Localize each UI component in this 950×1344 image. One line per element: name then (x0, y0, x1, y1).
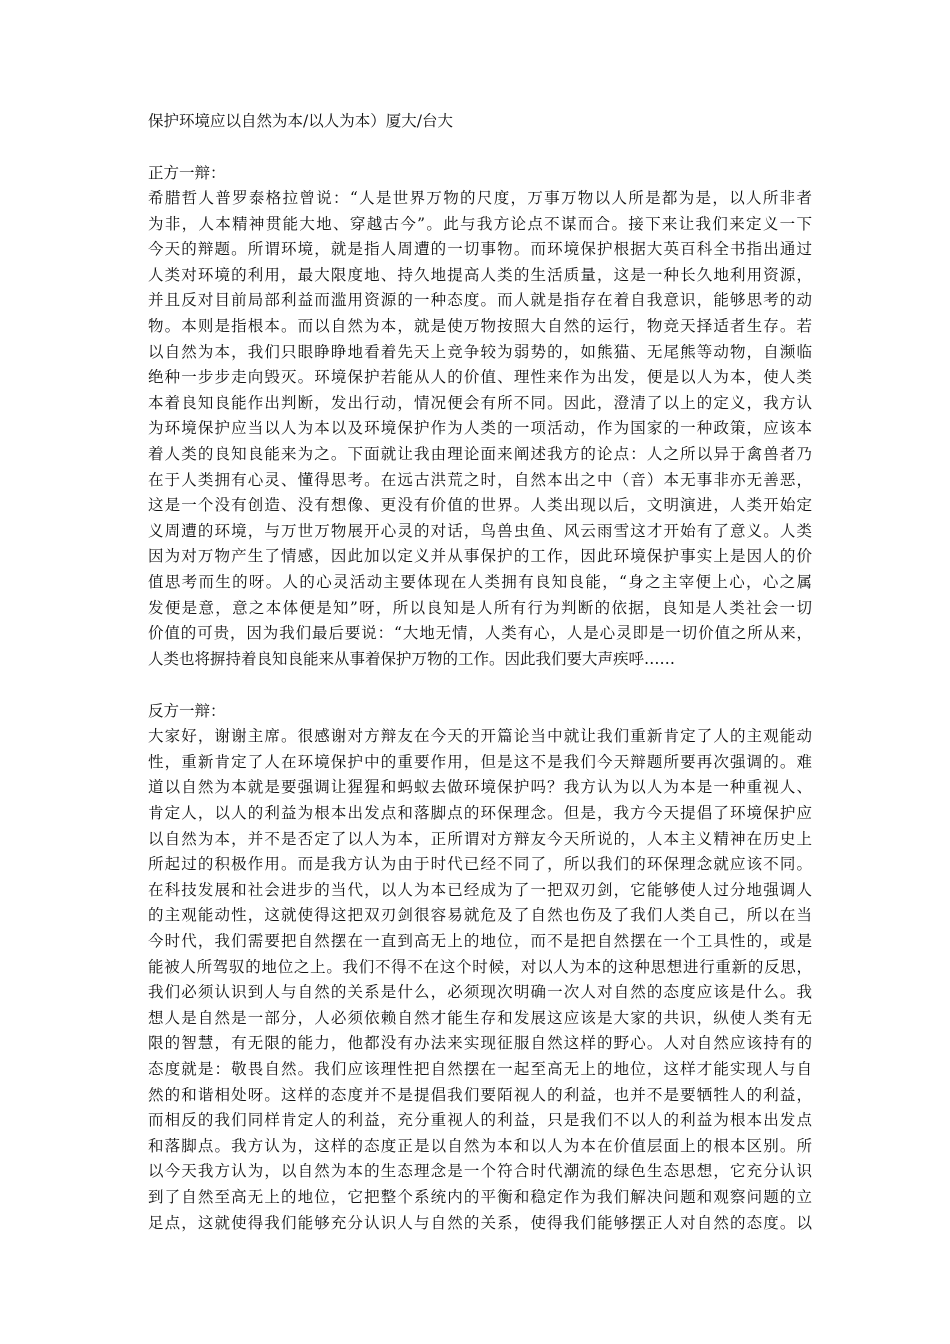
text-line: 以今天我方认为，以自然为本的生态理念是一个符合时代潮流的绿色生态思想，它充分认识 (148, 1162, 812, 1181)
text-line: 为环境保护应当以人为本以及环境保护作为人类的一项活动，作为国家的一种政策，应该本 (148, 419, 812, 438)
text-line: 然的和谐相处呀。这样的态度并不是提倡我们要陌视人的利益，也并不是要牺牲人的利益， (148, 1085, 812, 1104)
speaker-label: 正方一辩： (148, 164, 226, 182)
text-line: 着人类的良知良能来为之。下面就让我由理论面来阐述我方的论点：人之所以异于禽兽者乃 (148, 444, 812, 463)
speaker-label: 反方一辩： (148, 702, 226, 721)
document-page (148, 108, 812, 1262)
text-line: 希腊哲人普罗泰格拉曾说：“人是世界万物的尺度，万事万物以人所是都为是，以人所非者 (148, 189, 812, 207)
text-line: 所起过的积极作用。而是我方认为由于时代已经不同了，所以我们的环保理念就应该不同。 (148, 855, 812, 874)
text-line: 人类也将摒持着良知良能来从事着保护万物的工作。因此我们要大声疾呼…… (148, 649, 676, 668)
text-line: 义周遭的环境，与万世万物展开心灵的对话，鸟兽虫鱼、风云雨雪这才开始有了意义。人类 (148, 521, 812, 540)
text-line: 的主观能动性，这就使得这把双刃剑很容易就危及了自然也伤及了我们人类自己，所以在当 (148, 906, 812, 925)
text-line: 大家好，谢谢主席。很感谢对方辩友在今天的开篇论当中就让我们重新肯定了人的主观能动 (148, 727, 812, 746)
text-line: 限的智慧，有无限的能力，他都没有办法来实现征服自然这样的野心。人对自然应该持有的 (148, 1034, 812, 1053)
text-line: 人类对环境的利用，最大限度地、持久地提高人类的生活质量，这是一种长久地利用资源， (148, 265, 812, 284)
text-line: 并且反对目前局部利益而滥用资源的一种态度。而人就是指存在着自我意识，能够思考的动 (148, 291, 812, 310)
text-line: 为非，人本精神贯能大地、穿越古今”。此与我方论点不谋而合。接下来让我们来定义一下 (148, 214, 812, 233)
text-line: 道以自然为本就是要强调让猩猩和蚂蚁去做环境保护吗？我方认为以人为本是一种重视人、 (148, 778, 812, 797)
text-line: 因为对万物产生了情感，因此加以定义并从事保护的工作，因此环境保护事实上是因人的价 (148, 547, 812, 566)
text-line: 以自然为本，并不是否定了以人为本，正所谓对方辩友今天所说的，人本主义精神在历史上 (148, 829, 812, 848)
text-line: 想人是自然是一部分，人必须依赖自然才能生存和发展这应该是大家的共识，纵使人类有无 (148, 1008, 812, 1027)
text-line: 今天的辩题。所谓环境，就是指人周遭的一切事物。而环境保护根据大英百科全书指出通过 (148, 240, 812, 259)
section-affirmative-first-debater (148, 160, 812, 672)
text-line: 发便是意，意之本体便是知”呀，所以良知是人所有行为判断的依据，良知是人类社会一切 (148, 598, 812, 617)
text-line: 足点，这就使得我们能够充分认识人与自然的关系，使得我们能够摆正人对自然的态度。以 (148, 1213, 812, 1232)
text-line: 和落脚点。我方认为，这样的态度正是以自然为本和以人为本在价值层面上的根本区别。所 (148, 1136, 812, 1155)
text-line: 肯定人，以人的利益为根本出发点和落脚点的环保理念。但是，我方今天提倡了环境保护应 (148, 804, 812, 823)
speech-paragraph (148, 724, 812, 1236)
text-line: 值思考而生的呀。人的心灵活动主要体现在人类拥有良知良能，“身之主宰便上心，心之属 (148, 572, 812, 591)
text-line: 而相反的我们同样肯定人的利益，充分重视人的利益，只是我们不以人的利益为根本出发点 (148, 1111, 812, 1130)
text-line: 价值的可贵，因为我们最后要说：“大地无情，人类有心，人是心灵即是一切价值之所从来， (148, 624, 812, 643)
text-line: 我们必须认识到人与自然的关系是什么，必须现次明确一次人对自然的态度应该是什么。我 (148, 983, 812, 1002)
text-line: 能被人所驾驭的地位之上。我们不得不在这个时候，对以人为本的这种思想进行重新的反思， (148, 957, 812, 976)
text-line: 这是一个没有创造、没有想像、更没有价值的世界。人类出现以后，文明演进，人类开始定 (148, 496, 812, 515)
text-line: 物。本则是指根本。而以自然为本，就是使万物按照大自然的运行，物竞天择适者生存。若 (148, 316, 812, 335)
text-line: 绝种一步步走向毁灭。环境保护若能从人的价值、理性来作为出发，便是以人为本，使人类 (148, 368, 812, 387)
text-line: 态度就是：敬畏自然。我们应该理性把自然摆在一起至高无上的地位，这样才能实现人与自 (148, 1060, 812, 1078)
text-line: 在于人类拥有心灵、懂得思考。在远古洪荒之时，自然本出之中（音）本无事非亦无善恶， (148, 470, 812, 489)
speech-paragraph (148, 186, 812, 672)
text-line: 今时代，我们需要把自然摆在一直到高无上的地位，而不是把自然摆在一个工具性的，或是 (148, 932, 812, 951)
document-title: 保护环境应以自然为本/以人为本）厦大/台大 (148, 112, 453, 130)
text-line: 在科技发展和社会进步的当代，以人为本已经成为了一把双刃剑，它能够使人过分地强调人 (148, 880, 812, 899)
text-line: 本着良知良能作出判断，发出行动，情况便会有所不同。因此，澄清了以上的定义，我方认 (148, 393, 812, 412)
section-negative-first-debater (148, 698, 812, 1236)
text-line: 到了自然至高无上的地位，它把整个系统内的平衡和稳定作为我们解决问题和观察问题的立 (148, 1187, 812, 1206)
text-line: 性，重新肯定了人在环境保护中的重要作用，但是这不是我们今天辩题所要再次强调的。难 (148, 752, 812, 771)
text-line: 以自然为本，我们只眼睁睁地看着先天上竞争较为弱势的，如熊猫、无尾熊等动物，自濒临 (148, 342, 812, 361)
